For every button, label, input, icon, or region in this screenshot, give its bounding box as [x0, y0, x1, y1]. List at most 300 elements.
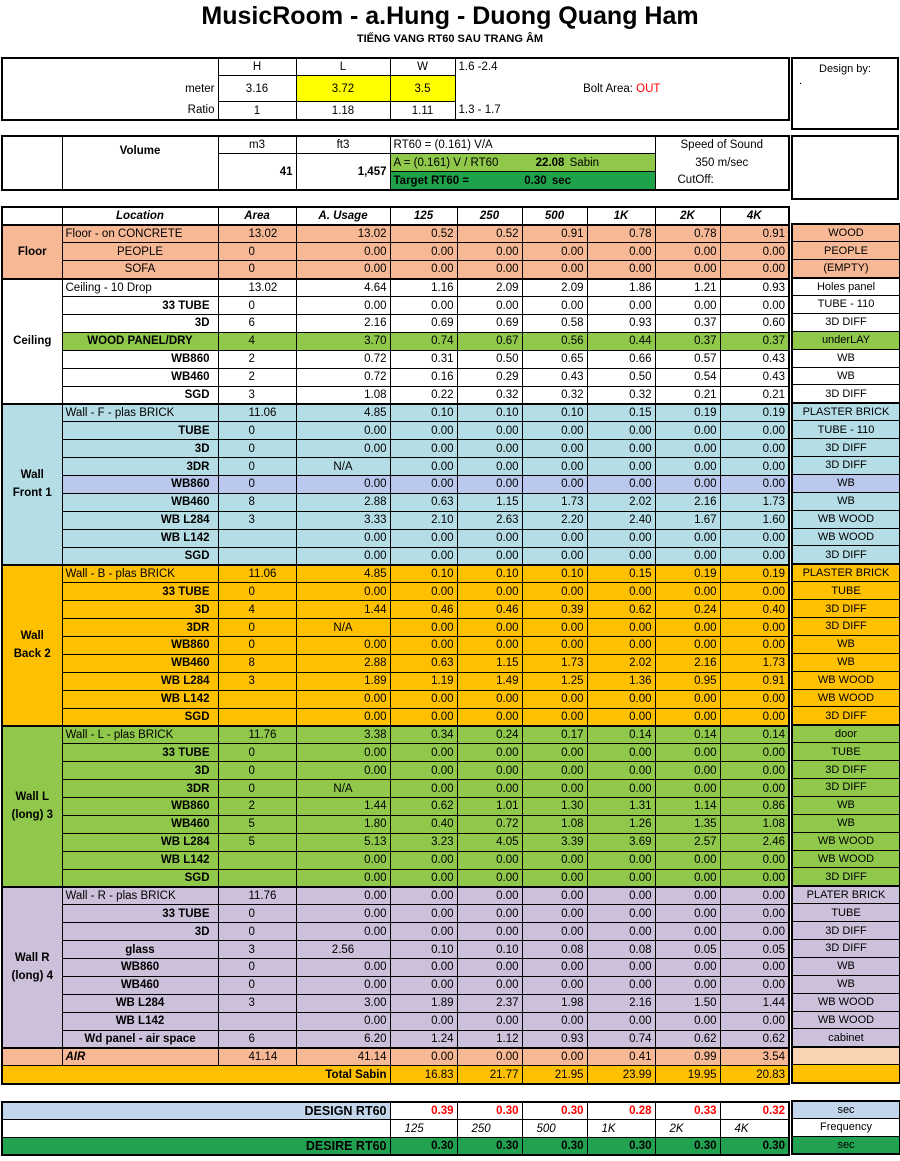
coef-cell: 0.00 [390, 887, 457, 905]
material-cell: WB [792, 492, 900, 510]
coef-cell: 0.00 [390, 959, 457, 977]
design-row [2, 1102, 789, 1120]
coef-cell: 0.00 [720, 440, 789, 458]
coef-cell: 0.05 [655, 941, 720, 959]
area-cell[interactable]: 0 [218, 261, 296, 279]
coef-cell: 0.08 [522, 941, 587, 959]
coef-cell: 0.00 [522, 780, 587, 798]
material-cell: TUBE - 110 [792, 421, 900, 439]
coef-cell: 0.32 [587, 386, 655, 404]
table-row [2, 941, 789, 959]
usage-cell: 3.00 [296, 994, 390, 1012]
coef-cell: 0.00 [390, 636, 457, 654]
coef-cell: 0.72 [457, 815, 522, 833]
coef-cell: 0.00 [522, 440, 587, 458]
frequency-value: 4K [720, 1120, 789, 1138]
coef-cell: 0.10 [390, 404, 457, 422]
coef-cell: 1.25 [522, 672, 587, 690]
group-label: Wall Back 2 [2, 565, 62, 726]
coef-cell: 0.00 [522, 887, 587, 905]
area-cell[interactable]: 11.76 [218, 887, 296, 905]
coef-cell: 0.50 [587, 368, 655, 386]
usage-cell: N/A [296, 619, 390, 637]
coef-cell: 0.63 [390, 493, 457, 511]
l-value[interactable]: 3.72 [296, 76, 390, 102]
table-row [2, 493, 789, 511]
area-cell[interactable] [218, 690, 296, 708]
table-row [2, 386, 789, 404]
location-cell: SGD [62, 547, 218, 565]
coef-cell: 0.00 [457, 261, 522, 279]
area-cell[interactable]: 0 [218, 780, 296, 798]
material-cell: WB WOOD [792, 671, 900, 689]
coef-cell: 0.00 [587, 780, 655, 798]
usage-cell: 0.00 [296, 1012, 390, 1030]
coef-cell: 1.15 [457, 493, 522, 511]
coef-cell: 0.78 [655, 225, 720, 243]
table-row [2, 833, 789, 851]
air-coef: 3.54 [720, 1048, 789, 1066]
coef-cell: 0.10 [457, 404, 522, 422]
location-cell: 3D [62, 601, 218, 619]
material-cell: WB [792, 814, 900, 832]
usage-cell: 0.00 [296, 923, 390, 941]
usage-cell: 4.85 [296, 565, 390, 583]
coef-cell: 0.00 [457, 869, 522, 887]
side-row [792, 510, 900, 528]
area-cell[interactable]: 3 [218, 994, 296, 1012]
area-cell[interactable]: 2 [218, 368, 296, 386]
material-cell: 3D DIFF [792, 456, 900, 474]
coef-cell: 0.32 [522, 386, 587, 404]
coef-cell: 1.19 [390, 672, 457, 690]
area-cell[interactable]: 6 [218, 314, 296, 332]
coef-cell: 0.00 [522, 547, 587, 565]
area-cell[interactable]: 3 [218, 941, 296, 959]
table-row [2, 422, 789, 440]
area-cell[interactable] [218, 1012, 296, 1030]
area-cell[interactable]: 0 [218, 905, 296, 923]
header-cell: A. Usage [296, 207, 390, 225]
coef-cell: 1.73 [720, 493, 789, 511]
usage-cell: 0.00 [296, 475, 390, 493]
usage-cell: 0.00 [296, 636, 390, 654]
material-cell: WB [792, 635, 900, 653]
table-row [2, 529, 789, 547]
usage-cell: 1.44 [296, 601, 390, 619]
coef-cell: 0.00 [457, 475, 522, 493]
coef-cell: 1.31 [587, 798, 655, 816]
coef-cell: 0.00 [587, 422, 655, 440]
coef-cell: 0.00 [720, 780, 789, 798]
coef-cell: 2.02 [587, 493, 655, 511]
coef-cell: 0.00 [390, 440, 457, 458]
area-cell[interactable]: 8 [218, 493, 296, 511]
h-label: H [218, 58, 296, 76]
area-cell[interactable] [218, 547, 296, 565]
table-row [2, 1012, 789, 1030]
header-cell: 4K [720, 207, 789, 225]
coef-cell: 0.00 [587, 458, 655, 476]
coef-cell: 0.00 [390, 458, 457, 476]
side-row [792, 492, 900, 510]
coef-cell: 0.14 [655, 726, 720, 744]
coef-cell: 0.00 [587, 261, 655, 279]
area-cell[interactable]: 0 [218, 762, 296, 780]
coef-cell: 0.00 [587, 851, 655, 869]
air-usage: 41.14 [296, 1048, 390, 1066]
area-cell[interactable]: 2 [218, 798, 296, 816]
area-cell[interactable]: 11.76 [218, 726, 296, 744]
coef-cell: 0.00 [587, 547, 655, 565]
area-cell[interactable]: 11.06 [218, 565, 296, 583]
location-cell: WB860 [62, 636, 218, 654]
coef-cell: 0.00 [587, 636, 655, 654]
area-cell[interactable]: 0 [218, 976, 296, 994]
area-cell[interactable]: 0 [218, 422, 296, 440]
coef-cell: 0.56 [522, 332, 587, 350]
table-row [2, 744, 789, 762]
coef-cell: 0.00 [457, 923, 522, 941]
coef-cell: 0.00 [390, 243, 457, 261]
coef-cell: 0.00 [587, 475, 655, 493]
table-row [2, 762, 789, 780]
area-cell[interactable]: 0 [218, 744, 296, 762]
area-cell[interactable]: 4 [218, 601, 296, 619]
coef-cell: 0.00 [457, 297, 522, 315]
coef-cell: 0.62 [390, 798, 457, 816]
coef-cell: 0.24 [655, 601, 720, 619]
coef-cell: 1.08 [522, 815, 587, 833]
coef-cell: 0.00 [587, 529, 655, 547]
material-cell: 3D DIFF [792, 868, 900, 886]
coef-cell: 0.00 [390, 422, 457, 440]
table-row [2, 350, 789, 368]
coef-cell: 0.00 [655, 708, 720, 726]
coef-cell: 0.00 [457, 458, 522, 476]
coef-cell: 0.05 [720, 941, 789, 959]
area-cell[interactable]: 0 [218, 619, 296, 637]
coef-cell: 0.37 [655, 332, 720, 350]
coef-cell: 0.00 [587, 959, 655, 977]
material-cell: 3D DIFF [792, 940, 900, 958]
side-row [792, 868, 900, 886]
coef-cell: 0.00 [522, 690, 587, 708]
coef-cell: 0.00 [720, 887, 789, 905]
usage-cell: 0.72 [296, 350, 390, 368]
area-cell[interactable]: 0 [218, 297, 296, 315]
range-top: 1.6 -2.4 [455, 58, 789, 76]
location-cell: Ceiling - 10 Drop [62, 279, 218, 297]
coef-cell: 0.00 [390, 690, 457, 708]
coef-cell: 0.00 [655, 547, 720, 565]
usage-cell: 0.00 [296, 547, 390, 565]
coef-cell: 2.16 [655, 654, 720, 672]
air-coef: 0.41 [587, 1048, 655, 1066]
coef-cell: 0.00 [655, 762, 720, 780]
coef-cell: 0.15 [587, 404, 655, 422]
material-cell: Holes panel [792, 278, 900, 296]
coef-cell: 0.00 [587, 690, 655, 708]
coef-cell: 0.00 [457, 422, 522, 440]
table-row [2, 368, 789, 386]
coef-cell: 0.00 [522, 583, 587, 601]
total-row [2, 1066, 789, 1084]
location-cell: Wd panel - air space [62, 1030, 218, 1048]
coef-cell: 0.00 [655, 583, 720, 601]
usage-cell: 0.00 [296, 887, 390, 905]
frequency-value: 125 [390, 1120, 457, 1138]
area-cell[interactable] [218, 869, 296, 887]
material-cell: 3D DIFF [792, 313, 900, 331]
coef-cell: 0.00 [720, 422, 789, 440]
coef-cell: 0.00 [390, 780, 457, 798]
area-cell[interactable]: 3 [218, 672, 296, 690]
coef-cell: 0.65 [522, 350, 587, 368]
coef-cell: 0.00 [655, 243, 720, 261]
coef-cell: 0.00 [390, 762, 457, 780]
material-cell: underLAY [792, 331, 900, 349]
total-label: Total Sabin [2, 1066, 390, 1084]
side-row [792, 367, 900, 385]
area-cell[interactable]: 8 [218, 654, 296, 672]
area-cell[interactable]: 5 [218, 833, 296, 851]
material-cell: WB [792, 653, 900, 671]
coef-cell: 0.00 [457, 243, 522, 261]
usage-cell: 0.00 [296, 422, 390, 440]
header-cell: 125 [390, 207, 457, 225]
area-cell[interactable] [218, 708, 296, 726]
coef-cell: 0.00 [522, 905, 587, 923]
area-cell[interactable]: 11.06 [218, 404, 296, 422]
side-row [792, 1011, 900, 1029]
h-ratio: 1 [218, 102, 296, 120]
coef-cell: 0.16 [390, 368, 457, 386]
usage-cell: 0.00 [296, 440, 390, 458]
area-cell[interactable]: 13.02 [218, 225, 296, 243]
table-row [2, 404, 789, 422]
area-cell[interactable]: 0 [218, 458, 296, 476]
table-row [2, 636, 789, 654]
coef-cell: 0.10 [457, 941, 522, 959]
coef-cell: 0.00 [457, 440, 522, 458]
coef-cell: 1.21 [655, 279, 720, 297]
usage-cell: 2.88 [296, 493, 390, 511]
sos-unit: m/sec [717, 156, 749, 169]
material-cell: WB WOOD [792, 510, 900, 528]
area-cell[interactable]: 3 [218, 511, 296, 529]
coef-cell: 0.29 [457, 368, 522, 386]
coef-cell: 0.00 [457, 636, 522, 654]
coef-cell: 0.00 [655, 780, 720, 798]
coef-cell: 0.00 [655, 690, 720, 708]
coef-cell: 0.00 [587, 619, 655, 637]
table-row [2, 672, 789, 690]
material-cell: WB WOOD [792, 850, 900, 868]
coef-cell: 0.00 [587, 583, 655, 601]
usage-cell: 13.02 [296, 225, 390, 243]
side-row [792, 224, 900, 242]
location-cell: 3DR [62, 619, 218, 637]
table-row [2, 798, 789, 816]
coef-cell: 0.00 [655, 440, 720, 458]
coef-cell: 0.00 [522, 475, 587, 493]
side-row [792, 331, 900, 349]
table-row [2, 511, 789, 529]
coef-cell: 0.60 [720, 314, 789, 332]
target-value[interactable]: 0.30 [524, 174, 547, 187]
coef-cell: 1.44 [720, 994, 789, 1012]
coef-cell: 0.00 [720, 762, 789, 780]
side-row [792, 439, 900, 457]
area-cell[interactable]: 13.02 [218, 279, 296, 297]
area-cell[interactable]: 0 [218, 475, 296, 493]
area-cell[interactable] [218, 529, 296, 547]
dimensions-table [1, 57, 790, 121]
coef-cell: 0.00 [720, 583, 789, 601]
coef-cell: 0.00 [587, 297, 655, 315]
coef-cell: 1.30 [522, 798, 587, 816]
table-row [2, 243, 789, 261]
volume-table [1, 135, 790, 191]
coef-cell: 0.00 [522, 976, 587, 994]
sos-value: 350 [695, 156, 715, 169]
side-row [792, 957, 900, 975]
location-cell: TUBE [62, 422, 218, 440]
usage-cell: 0.00 [296, 744, 390, 762]
location-cell: PEOPLE [62, 243, 218, 261]
table-row [2, 815, 789, 833]
coef-cell: 0.00 [655, 1012, 720, 1030]
ft3-label: ft3 [296, 136, 390, 154]
coef-cell: 0.00 [457, 976, 522, 994]
side-row [792, 671, 900, 689]
side-row [792, 922, 900, 940]
location-cell: WB460 [62, 654, 218, 672]
coef-cell: 0.57 [655, 350, 720, 368]
total-value: 23.99 [587, 1066, 655, 1084]
l-ratio: 1.18 [296, 102, 390, 120]
coef-cell: 0.08 [587, 941, 655, 959]
coef-cell: 0.00 [522, 851, 587, 869]
coef-cell: 0.52 [390, 225, 457, 243]
coef-cell: 0.00 [522, 744, 587, 762]
side-row [792, 349, 900, 367]
location-cell: WB L142 [62, 529, 218, 547]
coef-cell: 0.00 [457, 547, 522, 565]
coef-cell: 0.00 [720, 243, 789, 261]
area-cell[interactable]: 0 [218, 583, 296, 601]
area-cell[interactable]: 0 [218, 243, 296, 261]
table-row [2, 905, 789, 923]
coef-cell: 0.00 [522, 297, 587, 315]
usage-cell: 6.20 [296, 1030, 390, 1048]
area-cell[interactable]: 0 [218, 959, 296, 977]
material-cell: WB [792, 349, 900, 367]
side-row [792, 796, 900, 814]
material-cell: WB WOOD [792, 993, 900, 1011]
area-cell[interactable]: 4 [218, 332, 296, 350]
area-cell[interactable]: 3 [218, 386, 296, 404]
group-label: Ceiling [2, 279, 62, 404]
usage-cell: 0.72 [296, 368, 390, 386]
coef-cell: 0.00 [720, 529, 789, 547]
coef-cell: 0.40 [390, 815, 457, 833]
area-cell[interactable]: 0 [218, 923, 296, 941]
w-value[interactable]: 3.5 [390, 76, 455, 102]
coef-cell: 0.43 [720, 350, 789, 368]
area-cell[interactable] [218, 851, 296, 869]
design-value: 0.28 [587, 1102, 655, 1120]
coef-cell: 0.21 [720, 386, 789, 404]
h-value[interactable]: 3.16 [218, 76, 296, 102]
area-cell[interactable]: 2 [218, 350, 296, 368]
header-cell: Location [62, 207, 218, 225]
coef-cell: 0.34 [390, 726, 457, 744]
material-cell: WB [792, 474, 900, 492]
location-cell: WB460 [62, 815, 218, 833]
coef-cell: 0.00 [655, 297, 720, 315]
coef-cell: 0.10 [522, 565, 587, 583]
location-cell: 3DR [62, 780, 218, 798]
coef-cell: 0.00 [522, 1012, 587, 1030]
coef-cell: 0.00 [720, 690, 789, 708]
area-cell[interactable]: 5 [218, 815, 296, 833]
coef-cell: 0.50 [457, 350, 522, 368]
coef-cell: 0.86 [720, 798, 789, 816]
usage-cell: 3.33 [296, 511, 390, 529]
area-cell[interactable]: 0 [218, 440, 296, 458]
coef-cell: 0.14 [720, 726, 789, 744]
coef-cell: 0.00 [390, 475, 457, 493]
coef-cell: 0.00 [390, 619, 457, 637]
location-cell: WOOD PANEL/DRY [62, 332, 218, 350]
table-header [2, 207, 789, 225]
coef-cell: 0.31 [390, 350, 457, 368]
location-cell: Wall - L - plas BRICK [62, 726, 218, 744]
table-row [2, 297, 789, 315]
volume-ft3: 1,457 [296, 154, 390, 190]
coef-cell: 0.46 [457, 601, 522, 619]
design-value: 0.30 [522, 1102, 587, 1120]
coef-cell: 2.37 [457, 994, 522, 1012]
coef-cell: 0.10 [522, 404, 587, 422]
material-cell: WB WOOD [792, 1011, 900, 1029]
coef-cell: 0.62 [720, 1030, 789, 1048]
coef-cell: 0.00 [655, 887, 720, 905]
coef-cell: 0.00 [457, 905, 522, 923]
area-cell[interactable]: 0 [218, 636, 296, 654]
header-cell: 1K [587, 207, 655, 225]
page-title: MusicRoom - a.Hung - Duong Quang Ham [201, 2, 699, 30]
area-cell[interactable]: 6 [218, 1030, 296, 1048]
side-row [792, 975, 900, 993]
coef-cell: 0.00 [390, 869, 457, 887]
coef-cell: 0.63 [390, 654, 457, 672]
coef-cell: 0.00 [457, 583, 522, 601]
air-coef: 0.00 [457, 1048, 522, 1066]
coef-cell: 1.12 [457, 1030, 522, 1048]
material-cell: TUBE [792, 904, 900, 922]
table-row [2, 654, 789, 672]
table-row [2, 869, 789, 887]
sabin-value: 22.08 [535, 156, 565, 169]
coef-cell: 0.44 [587, 332, 655, 350]
location-cell: WB860 [62, 475, 218, 493]
coef-cell: 0.00 [655, 458, 720, 476]
coef-cell: 0.00 [655, 261, 720, 279]
side-row [792, 689, 900, 707]
